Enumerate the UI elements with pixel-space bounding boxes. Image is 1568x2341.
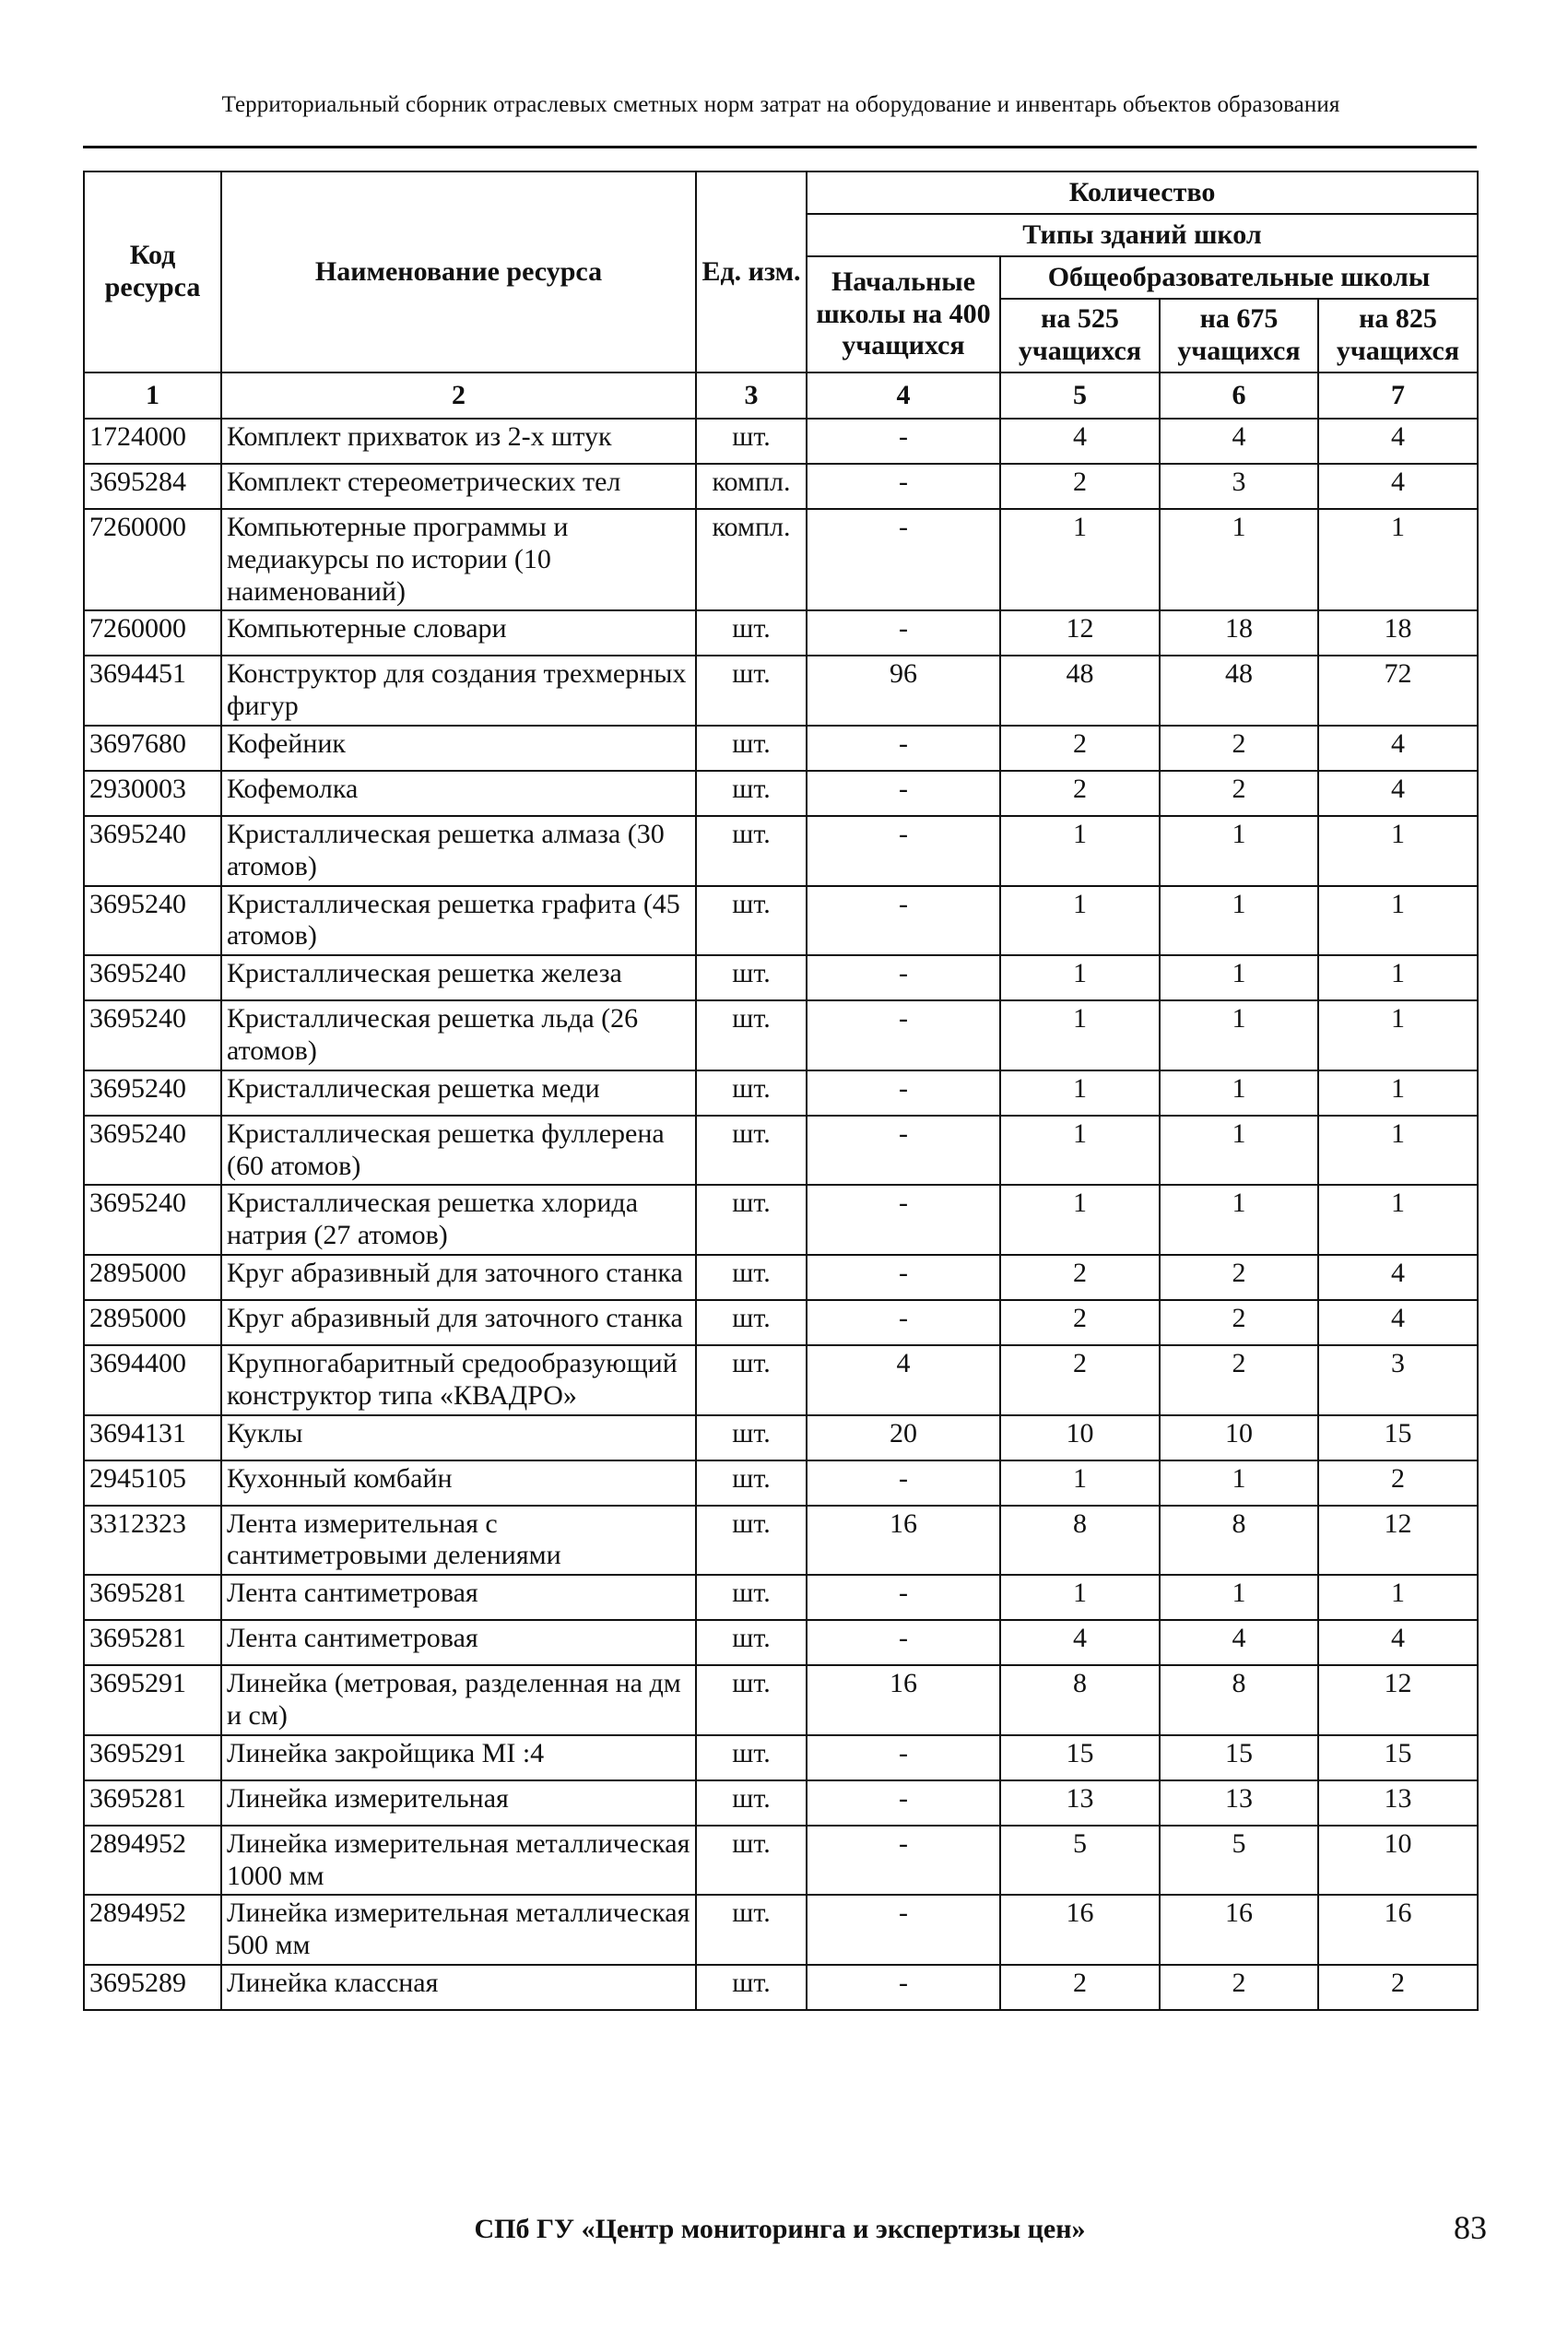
qty-825: 13 <box>1318 1780 1478 1826</box>
resource-name: Компьютерные словари <box>221 610 696 656</box>
resource-name: Кристаллическая решетка графита (45 атомов) <box>221 886 696 956</box>
resource-name: Конструктор для создания трехмерных фигур <box>221 656 696 726</box>
unit: шт. <box>696 1506 807 1576</box>
table-row <box>84 1460 1478 1506</box>
resource-name: Линейка измерительная <box>221 1780 696 1826</box>
qty-525: 8 <box>1000 1665 1160 1735</box>
qty-400: - <box>807 1620 1000 1665</box>
qty-525: 2 <box>1000 1255 1160 1300</box>
qty-825: 1 <box>1318 1000 1478 1070</box>
qty-525: 1 <box>1000 886 1160 956</box>
resource-name: Линейка (метровая, разделенная на дм и см) <box>221 1665 696 1735</box>
unit: шт. <box>696 1415 807 1460</box>
qty-400: - <box>807 1255 1000 1300</box>
qty-825: 15 <box>1318 1415 1478 1460</box>
header-quantity: Количество <box>807 171 1478 214</box>
resource-name: Кристаллическая решетка льда (26 атомов) <box>221 1000 696 1070</box>
qty-400: - <box>807 1965 1000 2010</box>
unit: шт. <box>696 1620 807 1665</box>
unit: шт. <box>696 1000 807 1070</box>
resource-code: 3695240 <box>84 816 221 886</box>
resource-name: Крупногабаритный средообразующий конструктор типа «КВАДРО» <box>221 1345 696 1415</box>
qty-525: 1 <box>1000 1460 1160 1506</box>
resource-name: Компьютерные программы и медиакурсы по истории (10 наименований) <box>221 509 696 610</box>
unit: шт. <box>696 1255 807 1300</box>
qty-525: 2 <box>1000 726 1160 771</box>
unit: шт. <box>696 771 807 816</box>
qty-675: 4 <box>1160 1620 1318 1665</box>
qty-675: 1 <box>1160 1070 1318 1116</box>
qty-525: 1 <box>1000 1575 1160 1620</box>
table-row <box>84 1415 1478 1460</box>
qty-825: 4 <box>1318 1255 1478 1300</box>
qty-525: 13 <box>1000 1780 1160 1826</box>
resource-name: Кристаллическая решетка алмаза (30 атомов) <box>221 816 696 886</box>
header-general-schools: Общеобразовательные школы <box>1000 256 1478 299</box>
table-row <box>84 1185 1478 1255</box>
qty-525: 1 <box>1000 955 1160 1000</box>
resource-name: Лента сантиметровая <box>221 1575 696 1620</box>
resource-code: 3312323 <box>84 1506 221 1576</box>
column-number: 4 <box>807 372 1000 419</box>
unit: шт. <box>696 610 807 656</box>
qty-675: 4 <box>1160 419 1318 464</box>
header-building-types: Типы зданий школ <box>807 214 1478 256</box>
qty-525: 1 <box>1000 1000 1160 1070</box>
column-number: 6 <box>1160 372 1318 419</box>
qty-400: 4 <box>807 1345 1000 1415</box>
qty-825: 1 <box>1318 509 1478 610</box>
qty-400: - <box>807 1575 1000 1620</box>
resource-name: Кухонный комбайн <box>221 1460 696 1506</box>
qty-525: 48 <box>1000 656 1160 726</box>
table-row <box>84 1780 1478 1826</box>
qty-825: 4 <box>1318 419 1478 464</box>
qty-400: - <box>807 1070 1000 1116</box>
qty-825: 2 <box>1318 1460 1478 1506</box>
table-row <box>84 1895 1478 1965</box>
table-row <box>84 464 1478 509</box>
qty-675: 5 <box>1160 1826 1318 1896</box>
qty-675: 3 <box>1160 464 1318 509</box>
unit: шт. <box>696 1070 807 1116</box>
resource-code: 3695240 <box>84 886 221 956</box>
unit: шт. <box>696 1665 807 1735</box>
qty-400: - <box>807 955 1000 1000</box>
table-row <box>84 816 1478 886</box>
unit: шт. <box>696 726 807 771</box>
qty-675: 1 <box>1160 1000 1318 1070</box>
unit: шт. <box>696 1965 807 2010</box>
column-number: 5 <box>1000 372 1160 419</box>
qty-675: 2 <box>1160 1255 1318 1300</box>
qty-525: 4 <box>1000 419 1160 464</box>
table-row <box>84 1665 1478 1735</box>
qty-675: 1 <box>1160 955 1318 1000</box>
unit: шт. <box>696 1826 807 1896</box>
qty-675: 1 <box>1160 816 1318 886</box>
unit: шт. <box>696 1460 807 1506</box>
resource-name: Линейка классная <box>221 1965 696 2010</box>
resource-code: 3695240 <box>84 1000 221 1070</box>
qty-825: 3 <box>1318 1345 1478 1415</box>
qty-675: 2 <box>1160 1345 1318 1415</box>
qty-400: - <box>807 464 1000 509</box>
qty-825: 72 <box>1318 656 1478 726</box>
qty-400: 20 <box>807 1415 1000 1460</box>
qty-675: 1 <box>1160 1575 1318 1620</box>
qty-675: 2 <box>1160 726 1318 771</box>
unit: шт. <box>696 1185 807 1255</box>
qty-400: - <box>807 1826 1000 1896</box>
unit: шт. <box>696 1575 807 1620</box>
qty-825: 4 <box>1318 726 1478 771</box>
qty-400: - <box>807 610 1000 656</box>
resource-code: 3695240 <box>84 955 221 1000</box>
qty-525: 1 <box>1000 816 1160 886</box>
page-number: 83 <box>1454 2209 1487 2246</box>
header-675: на 675 учащихся <box>1160 299 1318 372</box>
qty-675: 13 <box>1160 1780 1318 1826</box>
table-row <box>84 1506 1478 1576</box>
unit: шт. <box>696 955 807 1000</box>
qty-825: 12 <box>1318 1665 1478 1735</box>
table-row <box>84 1070 1478 1116</box>
qty-400: - <box>807 419 1000 464</box>
resource-code: 3694131 <box>84 1415 221 1460</box>
qty-525: 2 <box>1000 1965 1160 2010</box>
column-number: 1 <box>84 372 221 419</box>
qty-825: 4 <box>1318 1300 1478 1345</box>
qty-825: 1 <box>1318 955 1478 1000</box>
qty-400: - <box>807 771 1000 816</box>
header-825: на 825 учащихся <box>1318 299 1478 372</box>
unit: шт. <box>696 816 807 886</box>
qty-675: 18 <box>1160 610 1318 656</box>
column-number: 7 <box>1318 372 1478 419</box>
table-row <box>84 1345 1478 1415</box>
unit: шт. <box>696 1780 807 1826</box>
qty-400: 96 <box>807 656 1000 726</box>
qty-825: 4 <box>1318 1620 1478 1665</box>
header-name: Наименование ресурса <box>221 171 696 372</box>
table-row <box>84 509 1478 610</box>
resource-code: 3695289 <box>84 1965 221 2010</box>
resource-code: 2895000 <box>84 1300 221 1345</box>
qty-675: 2 <box>1160 1300 1318 1345</box>
qty-525: 2 <box>1000 1345 1160 1415</box>
qty-825: 16 <box>1318 1895 1478 1965</box>
resource-code: 2894952 <box>84 1895 221 1965</box>
resource-code: 2895000 <box>84 1255 221 1300</box>
resource-code: 7260000 <box>84 610 221 656</box>
table-row <box>84 726 1478 771</box>
qty-675: 16 <box>1160 1895 1318 1965</box>
column-numbers-row <box>84 372 1478 419</box>
resource-code: 3695240 <box>84 1185 221 1255</box>
qty-525: 2 <box>1000 1300 1160 1345</box>
qty-825: 1 <box>1318 816 1478 886</box>
page-footer: СПб ГУ «Центр мониторинга и экспертизы цен» <box>474 2214 1086 2244</box>
qty-675: 2 <box>1160 771 1318 816</box>
qty-400: - <box>807 1895 1000 1965</box>
resource-code: 3695284 <box>84 464 221 509</box>
resource-name: Кристаллическая решетка фуллерена (60 атомов) <box>221 1116 696 1186</box>
resource-name: Кристаллическая решетка хлорида натрия (27 атомов) <box>221 1185 696 1255</box>
qty-525: 10 <box>1000 1415 1160 1460</box>
table-row <box>84 610 1478 656</box>
qty-400: - <box>807 886 1000 956</box>
qty-825: 4 <box>1318 771 1478 816</box>
resource-name: Круг абразивный для заточного станка <box>221 1300 696 1345</box>
resource-name: Куклы <box>221 1415 696 1460</box>
resource-code: 3695281 <box>84 1575 221 1620</box>
qty-400: - <box>807 1460 1000 1506</box>
qty-400: - <box>807 1185 1000 1255</box>
table-row <box>84 1620 1478 1665</box>
table-row <box>84 886 1478 956</box>
qty-675: 8 <box>1160 1506 1318 1576</box>
qty-675: 10 <box>1160 1415 1318 1460</box>
qty-525: 1 <box>1000 1070 1160 1116</box>
header-rule <box>83 146 1477 148</box>
qty-525: 1 <box>1000 509 1160 610</box>
resource-name: Кофейник <box>221 726 696 771</box>
resource-code: 2894952 <box>84 1826 221 1896</box>
qty-400: - <box>807 726 1000 771</box>
resource-name: Линейка закройщика МI :4 <box>221 1735 696 1780</box>
header-525: на 525 учащихся <box>1000 299 1160 372</box>
header-code: Код ресурса <box>84 171 221 372</box>
resource-name: Линейка измерительная металлическая 1000 мм <box>221 1826 696 1896</box>
qty-675: 1 <box>1160 1460 1318 1506</box>
unit: шт. <box>696 656 807 726</box>
resource-code: 3697680 <box>84 726 221 771</box>
qty-825: 1 <box>1318 1116 1478 1186</box>
table-row <box>84 656 1478 726</box>
qty-675: 1 <box>1160 509 1318 610</box>
qty-400: - <box>807 1735 1000 1780</box>
resource-code: 3695240 <box>84 1116 221 1186</box>
qty-525: 2 <box>1000 464 1160 509</box>
unit: шт. <box>696 1116 807 1186</box>
resource-name: Кофемолка <box>221 771 696 816</box>
resource-name: Кристаллическая решетка меди <box>221 1070 696 1116</box>
resource-name: Круг абразивный для заточного станка <box>221 1255 696 1300</box>
table-row <box>84 1965 1478 2010</box>
qty-825: 10 <box>1318 1826 1478 1896</box>
qty-825: 1 <box>1318 1575 1478 1620</box>
qty-525: 15 <box>1000 1735 1160 1780</box>
qty-525: 4 <box>1000 1620 1160 1665</box>
qty-525: 5 <box>1000 1826 1160 1896</box>
resource-code: 3694400 <box>84 1345 221 1415</box>
qty-400: - <box>807 1116 1000 1186</box>
resource-code: 3695291 <box>84 1665 221 1735</box>
header-unit: Ед. изм. <box>696 171 807 372</box>
qty-825: 18 <box>1318 610 1478 656</box>
qty-525: 12 <box>1000 610 1160 656</box>
table-row <box>84 1575 1478 1620</box>
qty-675: 8 <box>1160 1665 1318 1735</box>
page-header: Территориальный сборник отраслевых сметных норм затрат на оборудование и инвентарь объектов образования <box>221 92 1340 117</box>
resource-code: 3695240 <box>84 1070 221 1116</box>
resource-code: 7260000 <box>84 509 221 610</box>
unit: шт. <box>696 886 807 956</box>
resource-code: 3695281 <box>84 1620 221 1665</box>
qty-825: 1 <box>1318 1070 1478 1116</box>
qty-825: 12 <box>1318 1506 1478 1576</box>
qty-675: 15 <box>1160 1735 1318 1780</box>
resource-name: Лента сантиметровая <box>221 1620 696 1665</box>
table-row <box>84 771 1478 816</box>
qty-675: 48 <box>1160 656 1318 726</box>
qty-400: - <box>807 1000 1000 1070</box>
qty-825: 15 <box>1318 1735 1478 1780</box>
table-row <box>84 1255 1478 1300</box>
qty-825: 4 <box>1318 464 1478 509</box>
table-row <box>84 1116 1478 1186</box>
resource-name: Кристаллическая решетка железа <box>221 955 696 1000</box>
table-row <box>84 1735 1478 1780</box>
column-number: 3 <box>696 372 807 419</box>
qty-400: 16 <box>807 1665 1000 1735</box>
resource-code: 3695281 <box>84 1780 221 1826</box>
qty-525: 1 <box>1000 1185 1160 1255</box>
resource-code: 2945105 <box>84 1460 221 1506</box>
qty-825: 2 <box>1318 1965 1478 2010</box>
unit: компл. <box>696 464 807 509</box>
table-row <box>84 419 1478 464</box>
table-row <box>84 955 1478 1000</box>
qty-525: 8 <box>1000 1506 1160 1576</box>
qty-525: 1 <box>1000 1116 1160 1186</box>
unit: шт. <box>696 1345 807 1415</box>
header-primary-schools: Начальные школы на 400 учащихся <box>807 256 1000 372</box>
resource-code: 3694451 <box>84 656 221 726</box>
unit: шт. <box>696 1895 807 1965</box>
resource-name: Линейка измерительная металлическая 500 мм <box>221 1895 696 1965</box>
unit: шт. <box>696 1300 807 1345</box>
qty-525: 2 <box>1000 771 1160 816</box>
table-row <box>84 1000 1478 1070</box>
column-number: 2 <box>221 372 696 419</box>
qty-525: 16 <box>1000 1895 1160 1965</box>
resource-code: 3695291 <box>84 1735 221 1780</box>
table-row <box>84 1300 1478 1345</box>
resource-name: Лента измерительная с сантиметровыми делениями <box>221 1506 696 1576</box>
qty-675: 2 <box>1160 1965 1318 2010</box>
table-row <box>84 1826 1478 1896</box>
qty-400: - <box>807 1780 1000 1826</box>
resource-code: 1724000 <box>84 419 221 464</box>
unit: компл. <box>696 509 807 610</box>
unit: шт. <box>696 1735 807 1780</box>
resource-name: Комплект стереометрических тел <box>221 464 696 509</box>
unit: шт. <box>696 419 807 464</box>
qty-825: 1 <box>1318 1185 1478 1255</box>
qty-400: 16 <box>807 1506 1000 1576</box>
qty-400: - <box>807 1300 1000 1345</box>
qty-675: 1 <box>1160 886 1318 956</box>
resource-code: 2930003 <box>84 771 221 816</box>
resource-table <box>83 171 1479 2011</box>
qty-400: - <box>807 509 1000 610</box>
qty-675: 1 <box>1160 1116 1318 1186</box>
qty-400: - <box>807 816 1000 886</box>
qty-825: 1 <box>1318 886 1478 956</box>
resource-name: Комплект прихваток из 2-х штук <box>221 419 696 464</box>
qty-675: 1 <box>1160 1185 1318 1255</box>
